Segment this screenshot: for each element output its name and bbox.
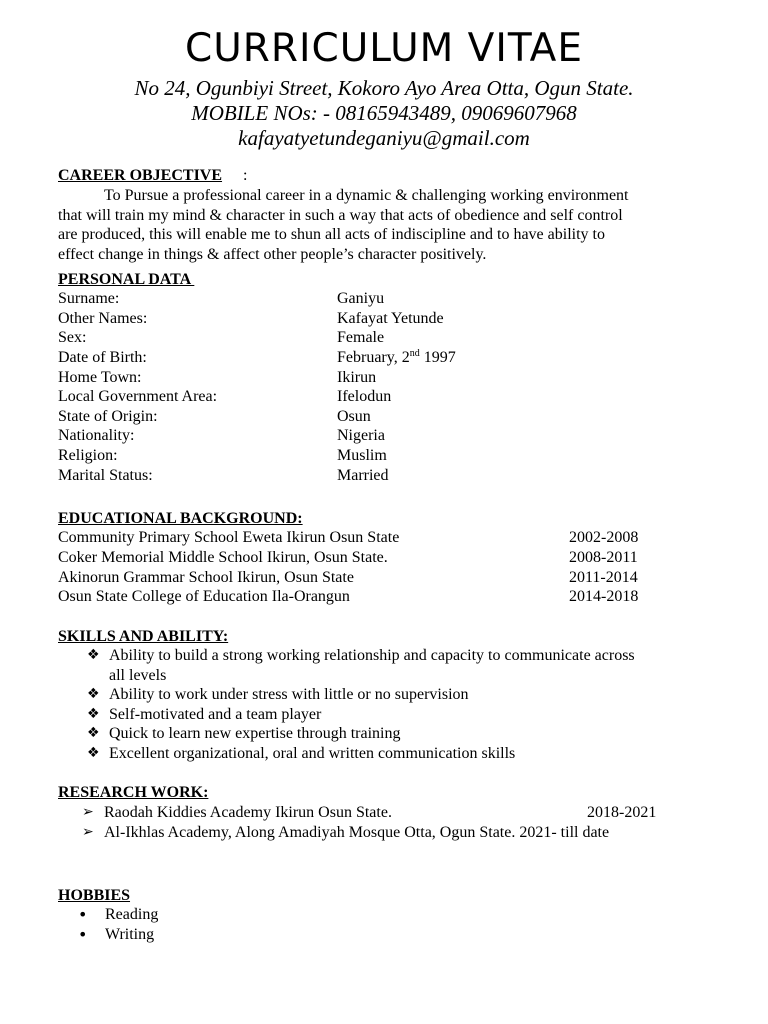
objective-line: are produced, this will enable me to shun all acts of indiscipline and to have ability to — [58, 226, 605, 244]
field-label: Nationality: — [58, 427, 135, 444]
field-label: Date of Birth: — [58, 349, 147, 366]
hobby-item — [78, 905, 378, 925]
field-value — [337, 348, 456, 368]
field-value: Ganiyu — [337, 290, 385, 307]
field-value: Nigeria — [337, 427, 385, 444]
dot-bullet-icon: • — [78, 925, 88, 944]
field-label: Local Government Area: — [58, 388, 218, 405]
research-place: Raodah Kiddies Academy Ikirun Osun State. — [104, 804, 392, 821]
personal-row-state-of-origin — [58, 407, 708, 427]
dob-year: 1997 — [419, 349, 456, 366]
diamond-bullet-icon: ❖ — [87, 686, 100, 702]
field-value: Married — [337, 467, 389, 484]
career-objective-colon: : — [243, 167, 248, 184]
skill-text: Ability to build a strong working relationship and capacity to communicate across — [109, 647, 635, 664]
personal-row-sex — [58, 328, 708, 348]
field-value: Muslim — [337, 447, 387, 464]
arrow-bullet-icon: ➢ — [82, 804, 94, 820]
field-label: Home Town: — [58, 369, 142, 386]
field-value: Female — [337, 329, 385, 346]
skill-item — [87, 705, 707, 725]
hobby-text: Writing — [105, 926, 155, 943]
research-item — [82, 803, 702, 823]
education-row — [58, 587, 708, 607]
field-label: Religion: — [58, 447, 118, 464]
school-years: 2008-2011 — [569, 549, 638, 566]
school-years: 2002-2008 — [569, 529, 639, 546]
school-years: 2014-2018 — [569, 588, 639, 605]
skill-item — [87, 744, 707, 764]
career-objective-heading — [58, 166, 222, 186]
research-heading: RESEARCH WORK: — [58, 784, 209, 801]
field-value: Osun — [337, 408, 371, 425]
skill-item — [87, 685, 707, 705]
field-value: Ikirun — [337, 369, 377, 386]
education-row — [58, 548, 708, 568]
dob-text: February, 2 — [337, 349, 410, 366]
personal-row-religion — [58, 446, 708, 466]
school-name: Community Primary School Eweta Ikirun Osun State — [58, 529, 400, 546]
research-place: Al-Ikhlas Academy, Along Amadiyah Mosque Otta, Ogun State. 2021- till date — [104, 824, 610, 841]
skill-text: Excellent organizational, oral and written communication skills — [109, 745, 516, 762]
objective-line: effect change in things & affect other people’s character positively. — [58, 245, 487, 263]
personal-data-heading: PERSONAL DATA — [58, 271, 195, 288]
personal-row-home-town — [58, 368, 708, 388]
field-label: Marital Status: — [58, 467, 153, 484]
skill-item — [87, 724, 707, 744]
skill-text: Self-motivated and a team player — [109, 706, 322, 723]
education-row — [58, 528, 708, 548]
field-label: Surname: — [58, 290, 120, 307]
arrow-bullet-icon: ➢ — [82, 824, 94, 840]
hobby-text: Reading — [105, 906, 159, 923]
personal-row-lga — [58, 387, 708, 407]
field-value: Ifelodun — [337, 388, 392, 405]
diamond-bullet-icon: ❖ — [87, 647, 100, 663]
personal-row-surname — [58, 289, 708, 309]
diamond-bullet-icon: ❖ — [87, 725, 100, 741]
research-item — [82, 823, 702, 843]
school-name: Akinorun Grammar School Ikirun, Osun State — [58, 569, 354, 586]
skill-text: Quick to learn new expertise through training — [109, 725, 401, 742]
diamond-bullet-icon: ❖ — [87, 745, 100, 761]
field-label: Sex: — [58, 329, 87, 346]
hobby-item — [78, 925, 378, 945]
personal-row-date-of-birth — [58, 348, 708, 368]
personal-row-other-names — [58, 309, 708, 329]
education-row — [58, 568, 708, 588]
skill-text: Ability to work under stress with little or no supervision — [109, 686, 469, 703]
field-label: Other Names: — [58, 310, 148, 327]
skill-text-continued: all levels — [109, 666, 167, 684]
career-objective-text — [58, 186, 708, 264]
field-label: State of Origin: — [58, 408, 158, 425]
school-name: Osun State College of Education Ila-Orangun — [58, 588, 350, 605]
skill-item — [87, 646, 707, 686]
school-years: 2011-2014 — [569, 569, 638, 586]
diamond-bullet-icon: ❖ — [87, 706, 100, 722]
dob-ordinal-suffix: nd — [409, 348, 420, 359]
email-line: kafayatyetundeganiyu@gmail.com — [238, 126, 530, 150]
school-name: Coker Memorial Middle School Ikirun, Osun State. — [58, 549, 388, 566]
career-objective-heading-text: CAREER OBJECTIVE — [58, 167, 223, 184]
education-heading: EDUCATIONAL BACKGROUND: — [58, 510, 303, 527]
skills-heading: SKILLS AND ABILITY: — [58, 628, 229, 645]
personal-row-nationality — [58, 426, 708, 446]
field-value: Kafayat Yetunde — [337, 310, 444, 327]
dot-bullet-icon: • — [78, 905, 88, 924]
objective-line: that will train my mind & character in such a way that acts of obedience and self control — [58, 206, 623, 224]
research-years: 2018-2021 — [587, 804, 657, 821]
address-line: No 24, Ogunbiyi Street, Kokoro Ayo Area Otta, Ogun State. — [134, 76, 634, 100]
document-title: CURRICULUM VITAE — [185, 26, 583, 71]
objective-line: To Pursue a professional career in a dynamic & challenging working environment — [104, 187, 629, 204]
hobbies-heading: HOBBIES — [58, 887, 131, 904]
mobile-line: MOBILE NOs: - 08165943489, 09069607968 — [191, 101, 577, 125]
personal-row-marital-status — [58, 466, 708, 486]
